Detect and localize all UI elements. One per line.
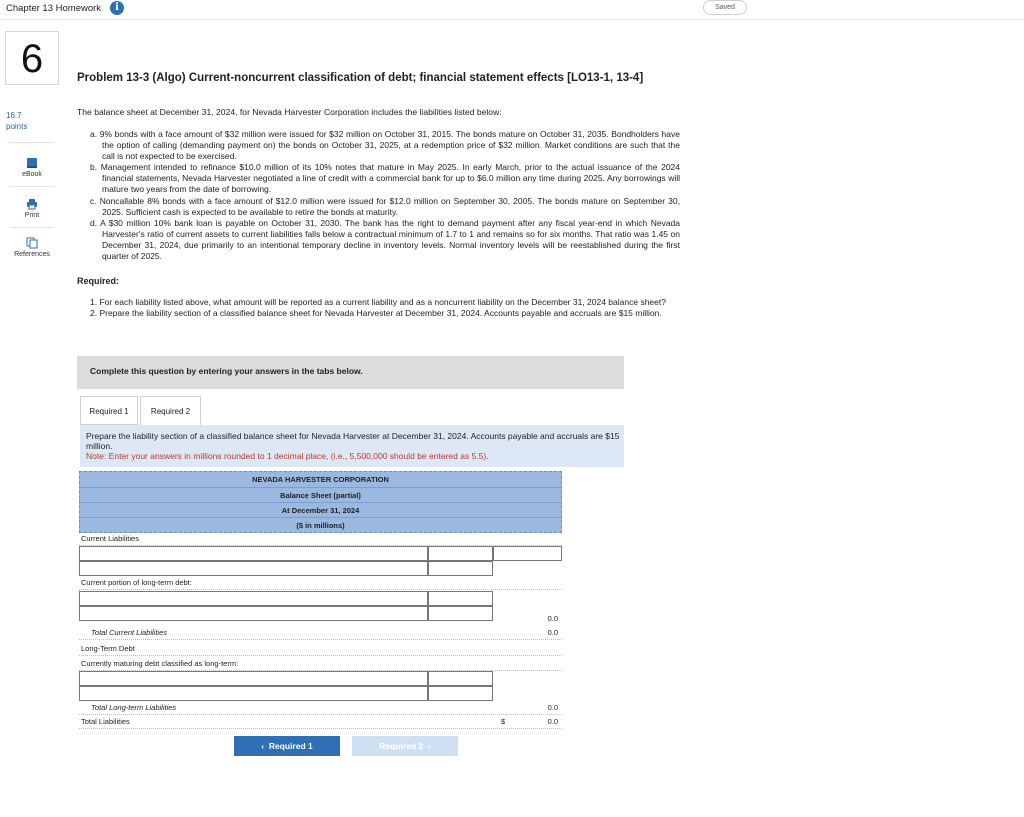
current-portion-label: Current portion of long-term debt:	[79, 575, 562, 590]
current-portion-name-input[interactable]	[79, 606, 428, 621]
long-term-name-input[interactable]	[79, 686, 428, 701]
sidebar-divider	[10, 186, 54, 187]
points-label: points	[6, 122, 28, 131]
liabilities-list	[90, 129, 680, 262]
current-portion-subtotal: 0.0	[547, 614, 558, 623]
problem-title: Problem 13-3 (Algo) Current-noncurrent classification of debt; financial statement effects [LO13-1, 13-4]	[77, 72, 644, 84]
statement-date: At December 31, 2024	[80, 502, 561, 517]
total-current-liabilities-value: 0.0	[547, 628, 558, 637]
total-long-term-liabilities-value: 0.0	[547, 703, 558, 712]
chevron-right-icon: ›	[427, 741, 431, 751]
print-label: Print	[24, 212, 40, 219]
long-term-debt-label: Long-Term Debt	[79, 641, 562, 656]
problem-intro: The balance sheet at December 31, 2024, for Nevada Harvester Corporation includes the liabilities listed below:	[77, 107, 502, 117]
sidebar-divider	[10, 142, 54, 143]
question-number: 6	[5, 31, 59, 85]
current-portion-name-input[interactable]	[79, 591, 428, 606]
long-term-name-input[interactable]	[79, 671, 428, 686]
current-portion-amount-input[interactable]	[428, 606, 493, 621]
tab-required-1[interactable]: Required 1	[80, 396, 138, 425]
prev-required-button[interactable]	[234, 736, 340, 756]
current-liability-amount-input[interactable]	[428, 546, 493, 561]
sidebar-divider	[10, 227, 54, 228]
chevron-left-icon: ‹	[261, 741, 265, 751]
currently-maturing-label: Currently maturing debt classified as long-term:	[79, 656, 562, 671]
print-button[interactable]	[5, 198, 59, 219]
instruction-text: Prepare the liability section of a classified balance sheet for Nevada Harvester at December 31, 2024. Accounts payable and accruals are $15 million.	[86, 431, 620, 451]
dollar-sign: $	[501, 717, 506, 726]
book-icon	[26, 157, 38, 169]
current-liability-name-input[interactable]	[79, 561, 428, 576]
list-item: a. 9% bonds with a face amount of $32 million were issued for $32 million on October 31, 2015. The bonds mature on October 31, 2035. Bondholders have the option of calling (demanding payment on) the bonds on October 31, 2025, at a redemption price of $32 million. Market conditions are such that the call is not expected to be exercised.	[90, 129, 680, 162]
total-liabilities-value: 0.0	[547, 717, 558, 726]
tab-required-2[interactable]: Required 2	[140, 396, 201, 425]
ebook-button[interactable]	[5, 157, 59, 178]
current-liability-total-input[interactable]	[493, 546, 562, 561]
requirements-list	[90, 297, 680, 319]
current-liability-name-input[interactable]	[79, 546, 428, 561]
long-term-amount-input[interactable]	[428, 686, 493, 701]
long-term-amount-input[interactable]	[428, 671, 493, 686]
balance-sheet-header	[79, 471, 562, 533]
current-liabilities-label: Current Liabilities	[79, 531, 562, 546]
references-button[interactable]	[5, 237, 59, 258]
complete-instruction: Complete this question by entering your answers in the tabs below.	[77, 356, 624, 389]
total-current-liabilities-label: Total Current Liabilities	[79, 625, 562, 640]
required-heading: Required:	[77, 276, 120, 286]
list-item: c. Noncallable 8% bonds with a face amount of $12.0 million were issued for $12.0 million on September 30, 2005. The bonds mature on September 30, 2025. Sufficient cash is expected to be available to retire the bonds at maturity.	[90, 195, 680, 217]
list-item: d. A $30 million 10% bank loan is payable on October 31, 2030. The bank has the right to demand payment after any fiscal year-end in which Nevada Harvester's ratio of current assets to current liabilities falls below a contractual minimum of 1.7 to 1 and remains so for six months. That ratio was 1.45 on December 31, 2024, due primarily to an intentional temporary decline in inventory levels. Normal inventory levels will be reestablished during the first quarter of 2025.	[90, 217, 680, 262]
instruction-note: Note: Enter your answers in millions rounded to 1 decimal place, (i.e., 5,500,000 should be entered as 5.5).	[86, 451, 489, 461]
top-bar	[0, 0, 1024, 20]
statement-name: Balance Sheet (partial)	[80, 487, 561, 502]
print-icon	[26, 198, 38, 210]
statement-units: ($ in millions)	[80, 517, 561, 532]
list-item: 1. For each liability listed above, what amount will be reported as a current liability and as a noncurrent liability on the December 31, 2024 balance sheet?	[90, 297, 666, 307]
company-name: NEVADA HARVESTER CORPORATION	[252, 475, 389, 484]
total-liabilities-label: Total Liabilities	[79, 714, 562, 729]
list-item: 2. Prepare the liability section of a classified balance sheet for Nevada Harvester at December 31, 2024. Accounts payable and accruals are $15 million.	[90, 308, 662, 319]
current-portion-amount-input[interactable]	[428, 591, 493, 606]
next-required-button[interactable]	[352, 736, 458, 756]
references-label: References	[14, 251, 50, 258]
next-required-label: Required 2	[379, 741, 424, 751]
instruction-panel	[80, 425, 624, 467]
info-icon[interactable]: i	[110, 1, 124, 15]
prev-required-label: Required 1	[268, 741, 313, 751]
list-item: b. Management intended to refinance $10.0 million of its 10% notes that mature in May 2025. In early March, prior to the actual issuance of the 2024 financial statements, Nevada Harvester negotiated a line of credit with a commercial bank for up to $6.0 million any time during 2025. Any borrowings will mature two years from the date of borrowing.	[90, 162, 680, 195]
saved-status-badge: Saved	[703, 0, 747, 15]
assignment-title: Chapter 13 Homework	[6, 3, 102, 14]
current-liability-amount-input[interactable]	[428, 561, 493, 576]
ebook-label: eBook	[22, 171, 42, 178]
points-value: 16.7	[6, 111, 22, 120]
total-long-term-liabilities-label: Total Long-term Liabilities	[79, 700, 562, 715]
references-icon	[26, 237, 38, 249]
